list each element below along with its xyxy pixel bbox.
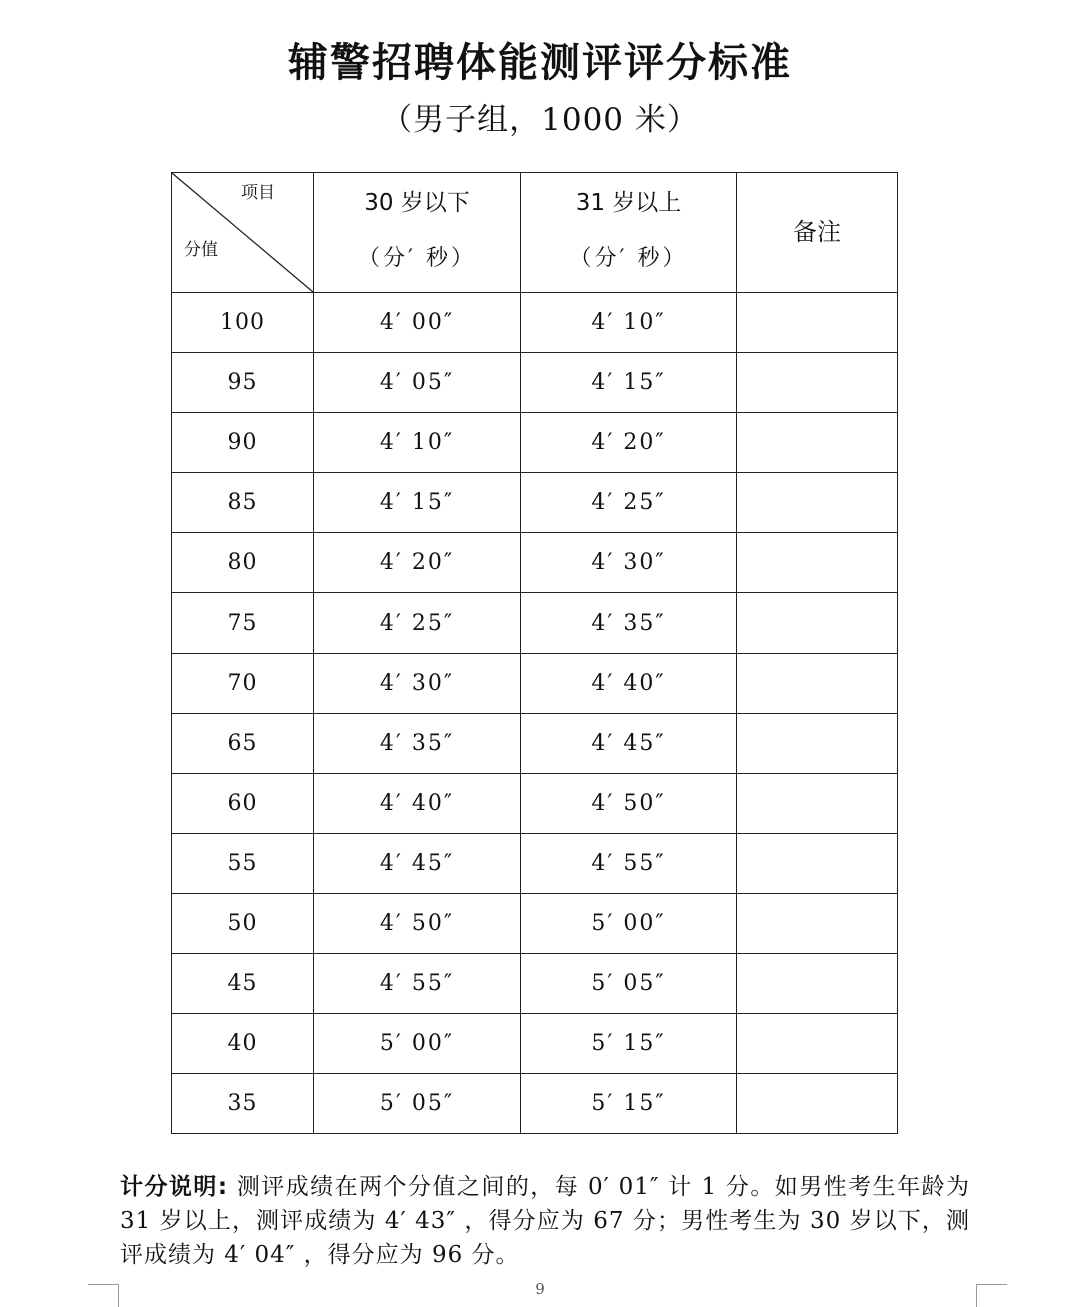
score-cell: 100 <box>172 293 314 353</box>
over31-time-cell: 4′ 35″ <box>521 593 737 653</box>
score-cell: 70 <box>172 653 314 713</box>
over31-time-cell: 4′ 55″ <box>521 833 737 893</box>
table-row <box>172 653 898 713</box>
under30-time-cell: 4′ 05″ <box>314 353 521 413</box>
header-note-label: 备注 <box>793 218 841 246</box>
score-cell: 50 <box>172 893 314 953</box>
over31-time-cell: 4′ 20″ <box>521 413 737 473</box>
under30-time-cell: 4′ 50″ <box>314 893 521 953</box>
under30-time-cell: 4′ 15″ <box>314 473 521 533</box>
header-over31 <box>521 173 737 293</box>
corner-mark-right <box>976 1284 1007 1307</box>
under30-time-cell: 5′ 05″ <box>314 1074 521 1134</box>
diagonal-header-cell <box>172 173 314 293</box>
table-row <box>172 413 898 473</box>
table-row <box>172 533 898 593</box>
scoring-note <box>120 1170 970 1272</box>
note-cell <box>737 833 898 893</box>
table-row <box>172 353 898 413</box>
score-cell: 35 <box>172 1074 314 1134</box>
table-header-row <box>172 173 898 293</box>
note-cell <box>737 413 898 473</box>
table-row <box>172 833 898 893</box>
note-cell <box>737 893 898 953</box>
score-cell: 80 <box>172 533 314 593</box>
over31-time-cell: 4′ 15″ <box>521 353 737 413</box>
over31-time-cell: 4′ 45″ <box>521 713 737 773</box>
over31-time-cell: 4′ 50″ <box>521 773 737 833</box>
note-cell <box>737 293 898 353</box>
score-cell: 65 <box>172 713 314 773</box>
note-cell <box>737 713 898 773</box>
scoring-table <box>171 172 898 1134</box>
over31-time-cell: 5′ 15″ <box>521 1014 737 1074</box>
header-under30 <box>314 173 521 293</box>
table-row <box>172 593 898 653</box>
page-title: 辅警招聘体能测评评分标准 <box>288 40 792 86</box>
table-row <box>172 1014 898 1074</box>
page-number: 9 <box>535 1280 545 1298</box>
table-row <box>172 954 898 1014</box>
score-cell: 75 <box>172 593 314 653</box>
note-cell <box>737 1014 898 1074</box>
table-row <box>172 1074 898 1134</box>
score-cell: 45 <box>172 954 314 1014</box>
header-item-label: 项目 <box>241 183 275 203</box>
table-row <box>172 293 898 353</box>
over31-time-cell: 4′ 30″ <box>521 533 737 593</box>
note-cell <box>737 533 898 593</box>
note-cell <box>737 353 898 413</box>
under30-time-cell: 4′ 45″ <box>314 833 521 893</box>
score-cell: 60 <box>172 773 314 833</box>
score-cell: 90 <box>172 413 314 473</box>
under30-time-cell: 4′ 55″ <box>314 954 521 1014</box>
note-cell <box>737 473 898 533</box>
header-under30-unit: （分′ 秒） <box>358 245 476 271</box>
score-cell: 85 <box>172 473 314 533</box>
under30-time-cell: 4′ 10″ <box>314 413 521 473</box>
scoring-note-text: 测评成绩在两个分值之间的，每 0′ 01″ 计 1 分。如男性考生年龄为 31 岁以上，测评成绩为 4′ 43″ ，得分应为 67 分；男性考生为 30 岁以下，测评成绩为 4′ 04″ ，得分应为 96 分。 <box>120 1174 971 1268</box>
over31-time-cell: 5′ 05″ <box>521 954 737 1014</box>
header-note <box>737 173 898 293</box>
under30-time-cell: 4′ 20″ <box>314 533 521 593</box>
score-cell: 55 <box>172 833 314 893</box>
header-over31-unit: （分′ 秒） <box>569 245 688 271</box>
table-row <box>172 713 898 773</box>
page-subtitle: （男子组，1000 米） <box>381 102 699 138</box>
note-cell <box>737 653 898 713</box>
under30-time-cell: 4′ 40″ <box>314 773 521 833</box>
header-under30-title: 30 岁以下 <box>364 189 470 216</box>
under30-time-cell: 4′ 30″ <box>314 653 521 713</box>
over31-time-cell: 4′ 25″ <box>521 473 737 533</box>
score-cell: 40 <box>172 1014 314 1074</box>
over31-time-cell: 4′ 10″ <box>521 293 737 353</box>
header-score-label: 分值 <box>184 240 218 260</box>
under30-time-cell: 4′ 00″ <box>314 293 521 353</box>
table-body <box>172 293 898 1134</box>
note-cell <box>737 954 898 1014</box>
under30-time-cell: 5′ 00″ <box>314 1014 521 1074</box>
under30-time-cell: 4′ 35″ <box>314 713 521 773</box>
table-row <box>172 773 898 833</box>
note-cell <box>737 1074 898 1134</box>
table-row <box>172 473 898 533</box>
header-over31-title: 31 岁以上 <box>575 189 682 216</box>
table-row <box>172 893 898 953</box>
over31-time-cell: 4′ 40″ <box>521 653 737 713</box>
over31-time-cell: 5′ 00″ <box>521 893 737 953</box>
over31-time-cell: 5′ 15″ <box>521 1074 737 1134</box>
scoring-note-label: 计分说明: <box>120 1174 229 1200</box>
note-cell <box>737 593 898 653</box>
under30-time-cell: 4′ 25″ <box>314 593 521 653</box>
score-cell: 95 <box>172 353 314 413</box>
note-cell <box>737 773 898 833</box>
